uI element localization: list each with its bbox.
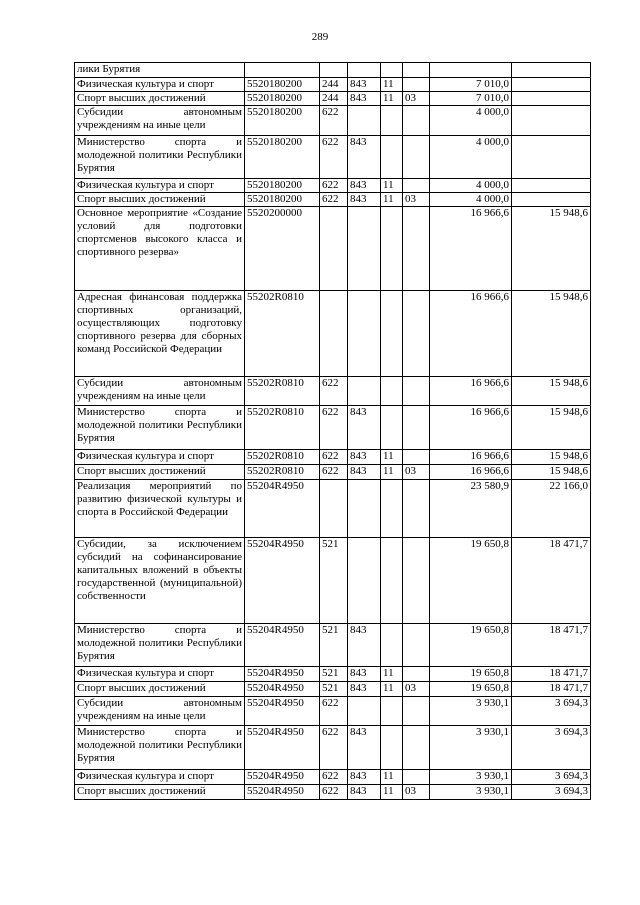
table-row xyxy=(75,377,591,406)
row-expense-type: 622 xyxy=(320,106,348,136)
row-name: Физическая культура и спорт xyxy=(75,179,245,193)
row-amount-1: 16 966,6 xyxy=(430,465,512,480)
row-subsection xyxy=(403,179,430,193)
table-row xyxy=(75,207,591,291)
row-amount-1: 3 930,1 xyxy=(430,785,512,800)
row-code: 55204R4950 xyxy=(245,697,320,726)
row-subsection xyxy=(403,291,430,377)
row-amount-2: 18 471,7 xyxy=(512,682,591,697)
row-section: 11 xyxy=(381,193,403,207)
row-ministry-code: 843 xyxy=(348,406,381,450)
row-subsection xyxy=(403,106,430,136)
row-subsection: 03 xyxy=(403,92,430,106)
row-name: Физическая культура и спорт xyxy=(75,667,245,682)
table-row xyxy=(75,291,591,377)
row-section: 11 xyxy=(381,78,403,92)
row-amount-2: 3 694,3 xyxy=(512,785,591,800)
row-expense-type xyxy=(320,63,348,78)
row-expense-type: 244 xyxy=(320,78,348,92)
row-expense-type xyxy=(320,291,348,377)
row-amount-1: 16 966,6 xyxy=(430,377,512,406)
row-amount-1: 19 650,8 xyxy=(430,624,512,667)
row-name: Субсидии, за исключением субсидий на софинансирование капитальных вложений в объекты государственной (муниципальной) собственности xyxy=(75,538,245,624)
row-section xyxy=(381,291,403,377)
row-ministry-code: 843 xyxy=(348,785,381,800)
row-name: Физическая культура и спорт xyxy=(75,450,245,465)
row-ministry-code xyxy=(348,63,381,78)
row-amount-2: 3 694,3 xyxy=(512,697,591,726)
row-code: 55202R0810 xyxy=(245,291,320,377)
row-code: 55202R0810 xyxy=(245,406,320,450)
row-amount-1: 4 000,0 xyxy=(430,179,512,193)
row-section xyxy=(381,726,403,770)
row-code: 5520180200 xyxy=(245,106,320,136)
row-expense-type: 622 xyxy=(320,136,348,179)
row-name: Министерство спорта и молодежной политики Республики Бурятия xyxy=(75,726,245,770)
row-subsection xyxy=(403,624,430,667)
row-expense-type xyxy=(320,207,348,291)
row-code: 55202R0810 xyxy=(245,450,320,465)
row-code: 55202R0810 xyxy=(245,377,320,406)
table-row xyxy=(75,538,591,624)
row-code: 55204R4950 xyxy=(245,726,320,770)
table-row xyxy=(75,63,591,78)
table-row xyxy=(75,465,591,480)
row-amount-2: 18 471,7 xyxy=(512,624,591,667)
row-code: 55204R4950 xyxy=(245,667,320,682)
row-amount-2 xyxy=(512,92,591,106)
row-section xyxy=(381,106,403,136)
row-amount-2: 15 948,6 xyxy=(512,406,591,450)
row-name: Спорт высших достижений xyxy=(75,92,245,106)
row-expense-type: 622 xyxy=(320,377,348,406)
page-number: 289 xyxy=(311,31,329,43)
row-amount-2: 15 948,6 xyxy=(512,450,591,465)
row-amount-1 xyxy=(430,63,512,78)
row-subsection xyxy=(403,78,430,92)
row-name: Субсидии автономным учреждениям на иные цели xyxy=(75,377,245,406)
row-name: Основное мероприятие «Создание условий для подготовки спортсменов высокого класса и спортивного резерва» xyxy=(75,207,245,291)
row-expense-type: 521 xyxy=(320,624,348,667)
row-amount-1: 23 580,9 xyxy=(430,480,512,538)
table-row xyxy=(75,450,591,465)
row-ministry-code: 843 xyxy=(348,465,381,480)
row-expense-type: 622 xyxy=(320,193,348,207)
row-expense-type: 622 xyxy=(320,450,348,465)
row-name: Спорт высших достижений xyxy=(75,785,245,800)
row-amount-1: 3 930,1 xyxy=(430,726,512,770)
row-ministry-code: 843 xyxy=(348,682,381,697)
row-section xyxy=(381,136,403,179)
row-ministry-code xyxy=(348,377,381,406)
row-amount-2: 3 694,3 xyxy=(512,726,591,770)
row-name: лики Бурятия xyxy=(75,63,245,78)
row-name: Спорт высших достижений xyxy=(75,682,245,697)
row-name: Министерство спорта и молодежной политики Республики Бурятия xyxy=(75,624,245,667)
row-expense-type: 244 xyxy=(320,92,348,106)
row-amount-2: 3 694,3 xyxy=(512,770,591,785)
row-subsection xyxy=(403,697,430,726)
row-section: 11 xyxy=(381,682,403,697)
row-subsection xyxy=(403,406,430,450)
row-amount-2: 15 948,6 xyxy=(512,465,591,480)
row-code: 5520180200 xyxy=(245,78,320,92)
row-expense-type: 622 xyxy=(320,406,348,450)
row-amount-1: 7 010,0 xyxy=(430,78,512,92)
row-code: 5520180200 xyxy=(245,136,320,179)
row-ministry-code: 843 xyxy=(348,667,381,682)
row-ministry-code: 843 xyxy=(348,193,381,207)
row-name: Физическая культура и спорт xyxy=(75,78,245,92)
row-amount-2 xyxy=(512,136,591,179)
row-amount-2 xyxy=(512,193,591,207)
row-subsection xyxy=(403,136,430,179)
row-amount-1: 4 000,0 xyxy=(430,136,512,179)
table-row xyxy=(75,92,591,106)
row-expense-type: 622 xyxy=(320,465,348,480)
budget-table xyxy=(74,62,591,800)
row-expense-type: 521 xyxy=(320,538,348,624)
row-code: 55204R4950 xyxy=(245,770,320,785)
row-amount-1: 7 010,0 xyxy=(430,92,512,106)
row-subsection: 03 xyxy=(403,682,430,697)
row-section xyxy=(381,63,403,78)
row-ministry-code: 843 xyxy=(348,770,381,785)
row-code: 55204R4950 xyxy=(245,480,320,538)
row-ministry-code: 843 xyxy=(348,92,381,106)
row-section: 11 xyxy=(381,465,403,480)
row-amount-2: 15 948,6 xyxy=(512,207,591,291)
row-name: Адресная финансовая поддержка спортивных организаций, осуществляющих подготовку спортивного резерва для сборных команд Российской Федерации xyxy=(75,291,245,377)
row-section xyxy=(381,624,403,667)
table-row xyxy=(75,406,591,450)
row-name: Реализация мероприятий по развитию физической культуры и спорта в Российской Федерации xyxy=(75,480,245,538)
row-subsection xyxy=(403,480,430,538)
row-ministry-code: 843 xyxy=(348,450,381,465)
row-amount-1: 19 650,8 xyxy=(430,667,512,682)
table-row xyxy=(75,770,591,785)
row-code: 55202R0810 xyxy=(245,465,320,480)
row-expense-type: 521 xyxy=(320,667,348,682)
row-name: Министерство спорта и молодежной политики Республики Бурятия xyxy=(75,136,245,179)
row-section: 11 xyxy=(381,770,403,785)
table-row xyxy=(75,480,591,538)
table-row xyxy=(75,667,591,682)
table-row xyxy=(75,179,591,193)
table-row xyxy=(75,78,591,92)
row-amount-1: 16 966,6 xyxy=(430,406,512,450)
row-name: Субсидии автономным учреждениям на иные цели xyxy=(75,697,245,726)
row-expense-type: 622 xyxy=(320,770,348,785)
row-section xyxy=(381,207,403,291)
row-code: 5520200000 xyxy=(245,207,320,291)
row-ministry-code xyxy=(348,480,381,538)
row-ministry-code: 843 xyxy=(348,78,381,92)
table-row xyxy=(75,697,591,726)
row-amount-1: 4 000,0 xyxy=(430,106,512,136)
row-section xyxy=(381,406,403,450)
row-amount-1: 16 966,6 xyxy=(430,207,512,291)
row-ministry-code: 843 xyxy=(348,624,381,667)
row-amount-2: 18 471,7 xyxy=(512,538,591,624)
row-amount-1: 16 966,6 xyxy=(430,450,512,465)
row-expense-type: 622 xyxy=(320,179,348,193)
row-code xyxy=(245,63,320,78)
row-ministry-code: 843 xyxy=(348,179,381,193)
row-ministry-code xyxy=(348,697,381,726)
row-subsection xyxy=(403,667,430,682)
row-code: 55204R4950 xyxy=(245,682,320,697)
row-subsection xyxy=(403,770,430,785)
row-amount-2 xyxy=(512,63,591,78)
row-section: 11 xyxy=(381,92,403,106)
row-amount-1: 19 650,8 xyxy=(430,682,512,697)
row-amount-2: 22 166,0 xyxy=(512,480,591,538)
row-subsection xyxy=(403,63,430,78)
row-section xyxy=(381,697,403,726)
row-ministry-code xyxy=(348,538,381,624)
row-amount-2: 18 471,7 xyxy=(512,667,591,682)
row-expense-type: 622 xyxy=(320,726,348,770)
row-expense-type: 622 xyxy=(320,785,348,800)
row-amount-1: 3 930,1 xyxy=(430,697,512,726)
row-amount-1: 16 966,6 xyxy=(430,291,512,377)
table-row xyxy=(75,106,591,136)
row-code: 5520180200 xyxy=(245,179,320,193)
row-subsection: 03 xyxy=(403,465,430,480)
row-section: 11 xyxy=(381,450,403,465)
row-subsection xyxy=(403,207,430,291)
table-row xyxy=(75,785,591,800)
row-ministry-code xyxy=(348,291,381,377)
row-subsection xyxy=(403,726,430,770)
row-subsection: 03 xyxy=(403,193,430,207)
row-code: 55204R4950 xyxy=(245,624,320,667)
row-subsection xyxy=(403,538,430,624)
row-section xyxy=(381,538,403,624)
row-code: 5520180200 xyxy=(245,193,320,207)
row-subsection xyxy=(403,377,430,406)
row-amount-1: 3 930,1 xyxy=(430,770,512,785)
row-subsection: 03 xyxy=(403,785,430,800)
row-section xyxy=(381,480,403,538)
row-expense-type: 622 xyxy=(320,697,348,726)
table-row xyxy=(75,726,591,770)
table-row xyxy=(75,193,591,207)
row-amount-1: 19 650,8 xyxy=(430,538,512,624)
table-row xyxy=(75,136,591,179)
row-amount-2: 15 948,6 xyxy=(512,291,591,377)
row-name: Спорт высших достижений xyxy=(75,465,245,480)
row-name: Субсидии автономным учреждениям на иные цели xyxy=(75,106,245,136)
row-ministry-code xyxy=(348,106,381,136)
row-section xyxy=(381,377,403,406)
row-amount-2: 15 948,6 xyxy=(512,377,591,406)
row-expense-type: 521 xyxy=(320,682,348,697)
row-subsection xyxy=(403,450,430,465)
row-expense-type xyxy=(320,480,348,538)
row-ministry-code xyxy=(348,207,381,291)
row-section: 11 xyxy=(381,785,403,800)
row-name: Спорт высших достижений xyxy=(75,193,245,207)
row-name: Министерство спорта и молодежной политики Республики Бурятия xyxy=(75,406,245,450)
table-row xyxy=(75,682,591,697)
row-code: 55204R4950 xyxy=(245,785,320,800)
row-ministry-code: 843 xyxy=(348,136,381,179)
row-name: Физическая культура и спорт xyxy=(75,770,245,785)
row-section: 11 xyxy=(381,179,403,193)
row-section: 11 xyxy=(381,667,403,682)
row-amount-1: 4 000,0 xyxy=(430,193,512,207)
row-amount-2 xyxy=(512,106,591,136)
row-code: 5520180200 xyxy=(245,92,320,106)
row-ministry-code: 843 xyxy=(348,726,381,770)
row-amount-2 xyxy=(512,78,591,92)
table-row xyxy=(75,624,591,667)
row-amount-2 xyxy=(512,179,591,193)
row-code: 55204R4950 xyxy=(245,538,320,624)
